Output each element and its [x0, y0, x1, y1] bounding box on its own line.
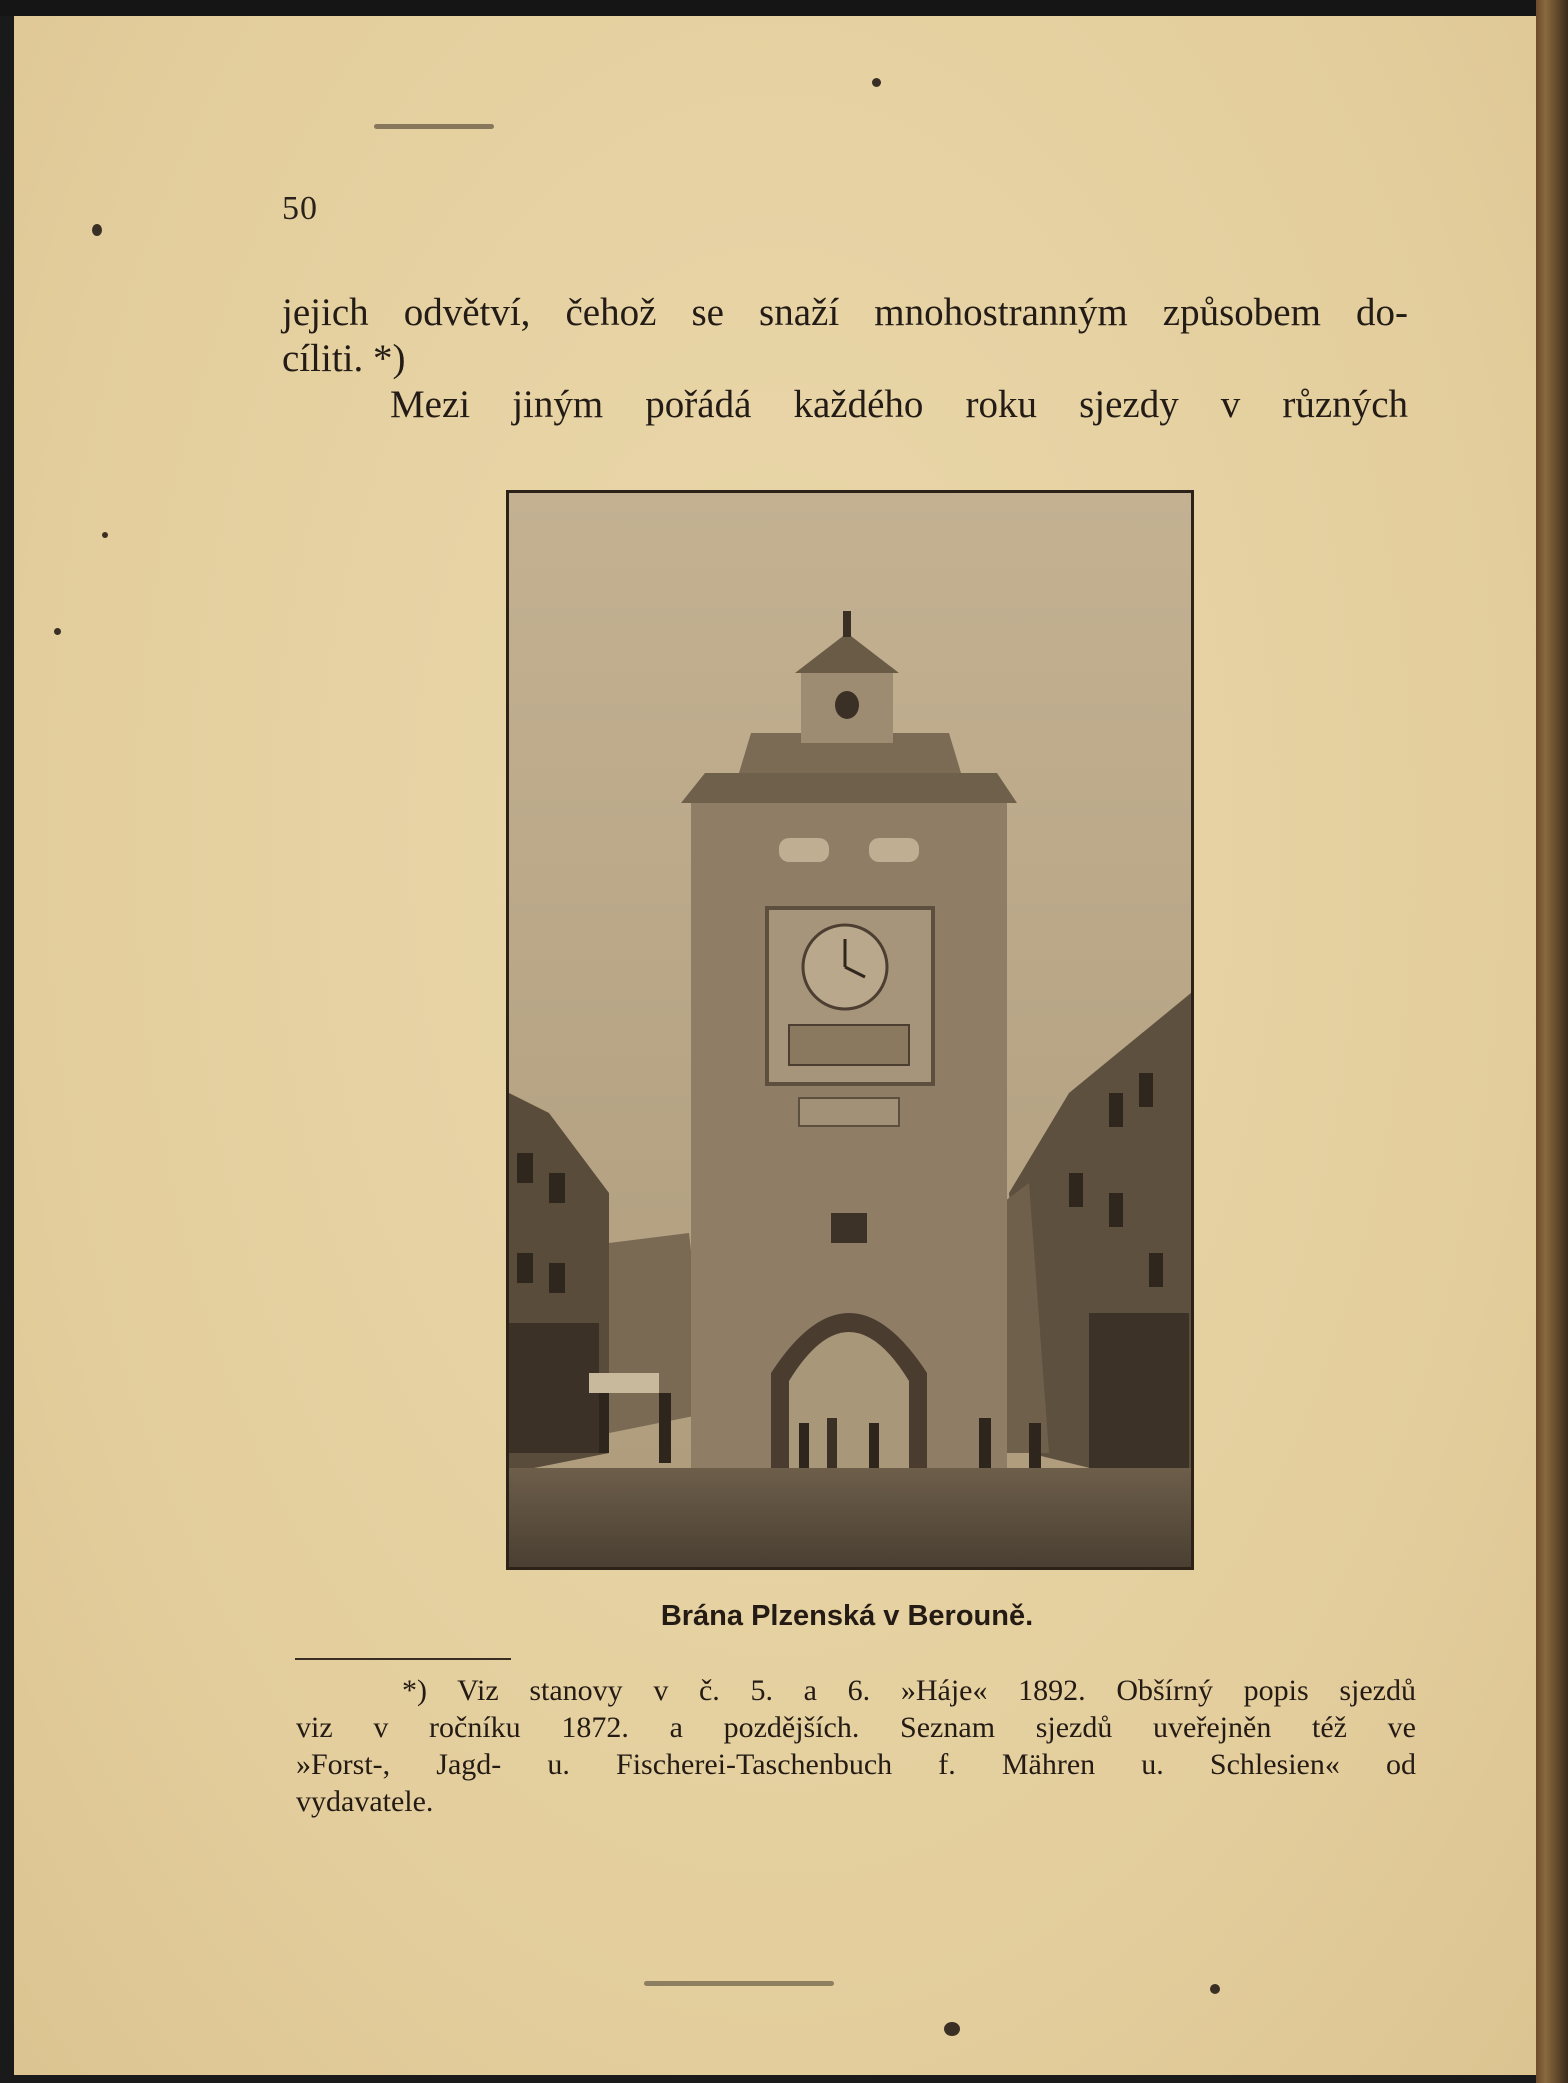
footnote-line: »Forst-, Jagd- u. Fischerei-Taschenbuch f. Mähren u. Schlesien« od — [296, 1748, 1416, 1781]
cobblestone-street — [509, 1468, 1191, 1567]
tower-gate-photo — [509, 493, 1191, 1567]
scan-binding-edge — [1536, 0, 1568, 2083]
ink-speck — [872, 78, 881, 87]
ink-speck — [92, 224, 102, 236]
footnote-line: vydavatele. — [296, 1785, 434, 1818]
footnote-line: *) Viz stanovy v č. 5. a 6. »Háje« 1892. Obšírný popis sjezdů — [402, 1674, 1416, 1707]
page-number: 50 — [282, 190, 318, 227]
ink-speck — [374, 124, 494, 129]
footnote-separator — [295, 1658, 511, 1660]
body-text — [282, 290, 1408, 428]
ink-speck — [944, 2022, 960, 2036]
body-line: cíliti. *) — [282, 337, 406, 380]
figure-caption: Brána Plzenská v Berouně. — [660, 1600, 1034, 1632]
ink-speck — [54, 628, 61, 635]
ink-speck — [1210, 1984, 1220, 1994]
ink-speck — [644, 1981, 834, 1986]
footnote-line: viz v ročníku 1872. a pozdějších. Seznam sjezdů uveřejněn též ve — [296, 1711, 1416, 1744]
ink-speck — [102, 532, 108, 538]
footnote — [296, 1672, 1416, 1820]
photo-figure — [506, 490, 1194, 1570]
body-line: Mezi jiným pořádá každého roku sjezdy v různých — [390, 383, 1408, 426]
scan-top-edge — [0, 0, 1568, 16]
body-line: jejich odvětví, čehož se snaží mnohostranným způsobem do- — [282, 291, 1408, 334]
